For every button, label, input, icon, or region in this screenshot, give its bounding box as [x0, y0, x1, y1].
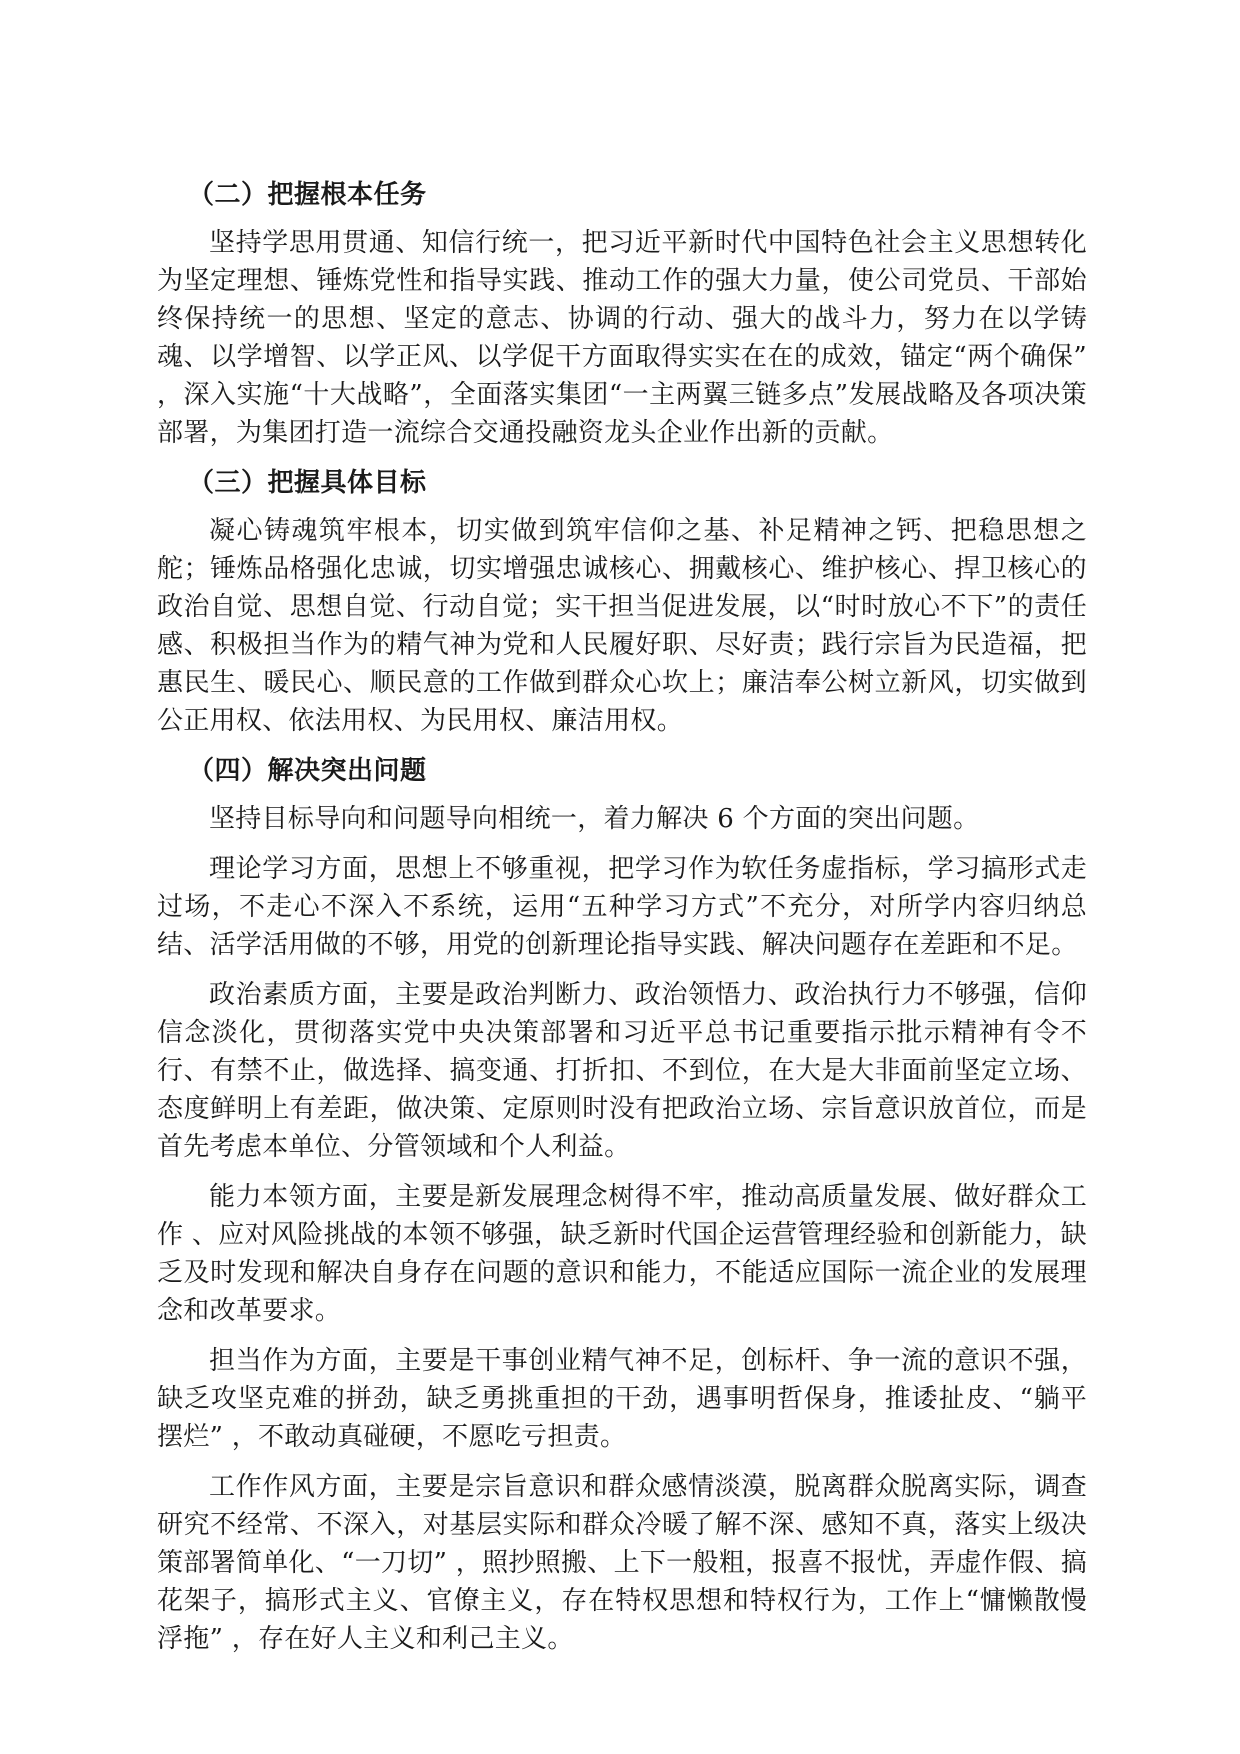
section-heading-fundamental-task: （二）把握根本任务 [188, 180, 427, 210]
paragraph-capability: 能力本领方面，主要是新发展理念树得不牢，推动高质量发展、做好群众工作 、应对风险挑战的本领不够强，缺乏新时代国企运营管理经验和创新能力，缺乏及时发现和解决自身存在问题的意识和能力，不能适应国际一流企业的发展理念和改革要求。 [157, 1182, 1087, 1326]
paragraph-responsibility: 担当作为方面，主要是干事创业精气神不足，创标杆、争一流的意识不强，缺乏攻坚克难的拼劲，缺乏勇挑重担的干劲，遇事明哲保身，推诿扯皮、“躺平摆烂” ，不敢动真碰硬，不愿吃亏担责。 [157, 1346, 1087, 1452]
section-heading-prominent-problems: （四）解决突出问题 [188, 756, 427, 786]
paragraph-political-quality: 政治素质方面，主要是政治判断力、政治领悟力、政治执行力不够强，信仰信念淡化，贯彻落实党中央决策部署和习近平总书记重要指示批示精神有令不行、有禁不止，做选择、搞变通、打折扣、不到位，在大是大非面前坚定立场、态度鲜明上有差距，做决策、定原则时没有把政治立场、宗旨意识放首位，而是首先考虑本单位、分管领域和个人利益。 [157, 980, 1087, 1162]
document-page [157, 176, 1087, 1670]
section-heading-specific-goals: （三）把握具体目标 [188, 468, 427, 498]
paragraph-theory-study: 理论学习方面，思想上不够重视，把学习作为软任务虚指标，学习搞形式走过场，不走心不深入不系统，运用“五种学习方式”不充分，对所学内容归纳总结、活学活用做的不够，用党的创新理论指导实践、解决问题存在差距和不足。 [157, 854, 1087, 960]
paragraph-specific-goals: 凝心铸魂筑牢根本，切实做到筑牢信仰之基、补足精神之钙、把稳思想之舵；锤炼品格强化忠诚，切实增强忠诚核心、拥戴核心、维护核心、捍卫核心的政治自觉、思想自觉、行动自觉；实干担当促进发展，以“时时放心不下”的责任感、积极担当作为的精气神为党和人民履好职、尽好责；践行宗旨为民造福，把惠民生、暖民心、顺民意的工作做到群众心坎上；廉洁奉公树立新风，切实做到公正用权、依法用权、为民用权、廉洁用权。 [157, 516, 1087, 736]
paragraph-problems-intro: 坚持目标导向和问题导向相统一，着力解决 6 个方面的突出问题。 [209, 804, 980, 834]
paragraph-fundamental-task: 坚持学思用贯通、知信行统一，把习近平新时代中国特色社会主义思想转化为坚定理想、锤炼党性和指导实践、推动工作的强大力量，使公司党员、干部始终保持统一的思想、坚定的意志、协调的行动、强大的战斗力，努力在以学铸魂、以学增智、以学正风、以学促干方面取得实实在在的成效，锚定“两个确保” ，深入实施“十大战略”，全面落实集团“一主两翼三链多点”发展战略及各项决策部署，为集团打造一流综合交通投融资龙头企业作出新的贡献。 [157, 228, 1087, 448]
paragraph-work-style: 工作作风方面，主要是宗旨意识和群众感情淡漠，脱离群众脱离实际，调查研究不经常、不深入，对基层实际和群众冷暖了解不深、感知不真，落实上级决策部署简单化、“一刀切” ，照抄照搬、上下一般粗，报喜不报忧，弄虚作假、搞花架子，搞形式主义、官僚主义，存在特权思想和特权行为，工作上“慵懒散慢浮拖” ，存在好人主义和利己主义。 [157, 1472, 1087, 1654]
